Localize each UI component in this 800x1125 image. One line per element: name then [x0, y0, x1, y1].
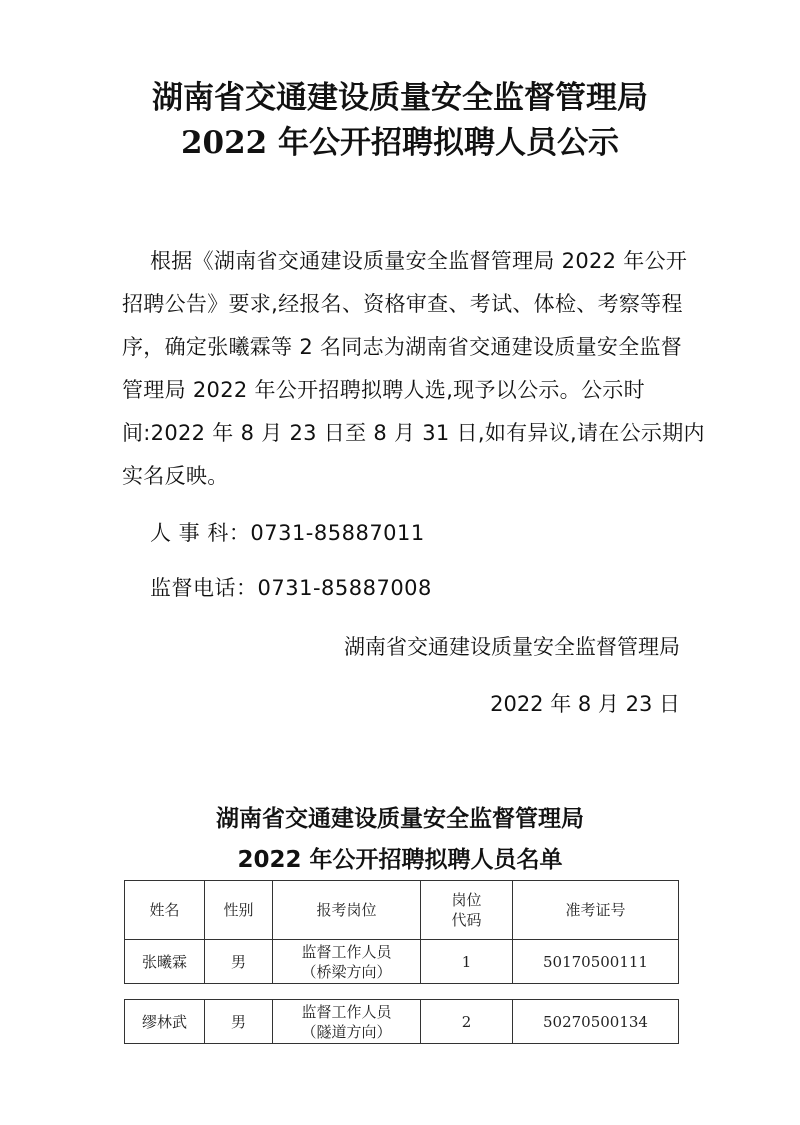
- row-ticket: 50170500111: [513, 940, 679, 984]
- document-title-line1: 湖南省交通建设质量安全监督管理局: [152, 80, 648, 116]
- list-title-line2: 2022 年公开招聘拟聘人员名单: [237, 847, 563, 873]
- header-ticket: 准考证号: [513, 881, 679, 940]
- supervision-contact: [150, 572, 432, 602]
- header-code-line1: 岗位: [451, 891, 482, 909]
- row-code: 2: [421, 1000, 513, 1044]
- row-position-line2: （桥梁方向）: [301, 962, 392, 981]
- document-title-line2: 2022 年公开招聘拟聘人员公示: [180, 125, 620, 161]
- row-name: 张曦霖: [125, 940, 205, 984]
- body-line-1: 根据《湖南省交通建设质量安全监督管理局 2022 年公开: [150, 249, 688, 273]
- header-name: 姓名: [125, 881, 205, 940]
- row-position-line1: 监督工作人员: [301, 942, 392, 961]
- row-position-line1: 监督工作人员: [301, 1002, 392, 1021]
- signature-date: 2022 年 8 月 23 日: [490, 692, 680, 716]
- header-code: [421, 881, 513, 940]
- body-line-2: 招聘公告》要求,经报名、资格审查、考试、体检、考察等程: [122, 292, 683, 316]
- hr-phone: 0731-85887011: [250, 521, 425, 545]
- row-gender: 男: [205, 940, 273, 984]
- row-position-line2: （隧道方向）: [301, 1022, 392, 1041]
- table-row: [125, 940, 679, 984]
- row-name: 缪林武: [125, 1000, 205, 1044]
- header-position: 报考岗位: [273, 881, 421, 940]
- roster-table: [124, 880, 679, 984]
- header-code-line2: 代码: [451, 911, 482, 929]
- table-header-row: [125, 881, 679, 940]
- table-row: [125, 1000, 679, 1044]
- body-line-3: 序，确定张曦霖等 2 名同志为湖南省交通建设质量安全监督: [122, 335, 683, 359]
- hr-label: 人 事 科：: [150, 521, 251, 545]
- row-ticket: 50270500134: [513, 1000, 679, 1044]
- body-line-4: 管理局 2022 年公开招聘拟聘人选,现予以公示。公示时: [122, 378, 645, 402]
- body-line-5: 间:2022 年 8 月 23 日至 8 月 31 日,如有异议,请在公示期内: [122, 421, 705, 445]
- row-gender: 男: [205, 1000, 273, 1044]
- supervision-label: 监督电话：: [150, 576, 258, 600]
- signature-org: 湖南省交通建设质量安全监督管理局: [344, 635, 680, 659]
- hr-contact: [150, 517, 425, 547]
- row-position: [273, 940, 421, 984]
- roster-table-continued: [124, 999, 679, 1044]
- row-position: [273, 1000, 421, 1044]
- header-gender: 性别: [205, 881, 273, 940]
- list-title-line1: 湖南省交通建设质量安全监督管理局: [216, 806, 584, 832]
- row-code: 1: [421, 940, 513, 984]
- body-line-6: 实名反映。: [122, 464, 229, 488]
- supervision-phone: 0731-85887008: [257, 576, 432, 600]
